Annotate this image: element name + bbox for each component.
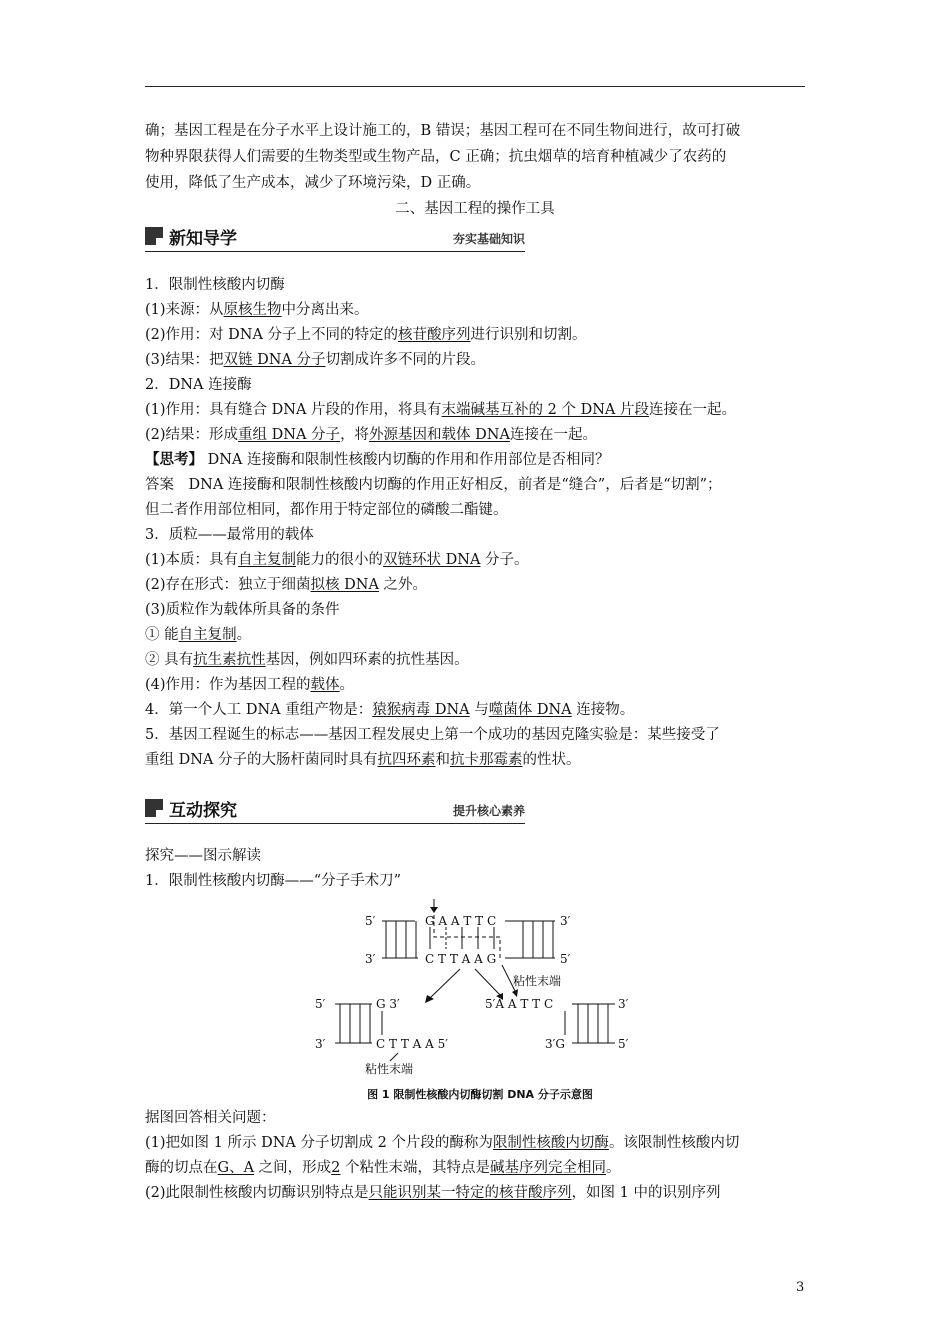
knowledge-line: (1)本质：具有自主复制能力的很小的双链环状 DNA 分子。 bbox=[145, 552, 529, 568]
label-5prime: 5′ bbox=[365, 914, 376, 928]
label-3prime: 3′ bbox=[365, 952, 376, 966]
section-header-explore bbox=[145, 797, 525, 824]
answer-blank: G、A bbox=[217, 1160, 255, 1176]
sticky-end-label: 粘性末端 bbox=[365, 1062, 414, 1076]
knowledge-line: (4)作用：作为基因工程的载体。 bbox=[145, 677, 355, 693]
knowledge-line: 4．第一个人工 DNA 重组产物是：猿猴病毒 DNA 与噬菌体 DNA 连接物。 bbox=[145, 702, 635, 718]
knowledge-line: (2)结果：形成重组 DNA 分子，将外源基因和载体 DNA连接在一起。 bbox=[145, 427, 597, 443]
right-fragment-top: 5′A A T T C bbox=[485, 997, 554, 1011]
bottom-strand-sequence: C T T A A G bbox=[425, 952, 497, 966]
part-title: 二、基因工程的操作工具 bbox=[395, 201, 555, 217]
knowledge-line: 重组 DNA 分子的大肠杆菌同时具有抗四环素和抗卡那霉素的性状。 bbox=[145, 752, 581, 768]
text-line: 确；基因工程是在分子水平上设计施工的，B 错误；基因工程可在不同生物间进行，故可打破 bbox=[145, 123, 741, 139]
knowledge-line: (2)存在形式：独立于细菌拟核 DNA 之外。 bbox=[145, 577, 428, 593]
knowledge-line: ① 能自主复制。 bbox=[145, 627, 252, 643]
answer-line: 但二者作用部位相同，都作用于特定部位的磷酸二酯键。 bbox=[145, 502, 508, 518]
knowledge-line: (1)作用：具有缝合 DNA 片段的作用，将具有末端碱基互补的 2 个 DNA 片段连接在一起。 bbox=[145, 402, 736, 418]
answer-blank: 原核生物 bbox=[223, 302, 282, 318]
knowledge-line: (3)质粒作为载体所具备的条件 bbox=[145, 602, 340, 618]
figure-caption: 图 1 限制性核酸内切酶切割 DNA 分子示意图 bbox=[367, 1088, 593, 1101]
sticky-end-label: 粘性末端 bbox=[513, 974, 562, 988]
label-3prime: 3′ bbox=[618, 997, 629, 1011]
knowledge-line: (2)作用：对 DNA 分子上不同的特定的核苷酸序列进行识别和切割。 bbox=[145, 327, 587, 343]
explore-line: (2)此限制性核酸内切酶识别特点是只能识别某一特定的核苷酸序列，如图 1 中的识别序列 bbox=[145, 1185, 721, 1201]
right-fragment-bottom: 3′G bbox=[545, 1037, 565, 1051]
label-3prime: 3′ bbox=[560, 914, 571, 928]
page-number: 3 bbox=[796, 1280, 805, 1295]
text-line: 物种界限获得人们需要的生物类型或生物产品，C 正确；抗虫烟草的培育种植减少了农药的 bbox=[145, 149, 727, 165]
think-label: 【思考】 bbox=[145, 451, 203, 468]
dna-cut-diagram bbox=[310, 895, 650, 1085]
explore-line: 酶的切点在G、A 之间，形成2 个粘性末端，其特点是碱基序列完全相同。 bbox=[145, 1160, 621, 1176]
answer-blank: 核苷酸序列 bbox=[398, 327, 471, 343]
explore-subheading: 1．限制性核酸内切酶——“分子手术刀” bbox=[145, 873, 402, 889]
answer-blank: 碱基序列完全相同 bbox=[490, 1160, 607, 1176]
answer-blank: 限制性核酸内切酶 bbox=[492, 1135, 609, 1151]
knowledge-line: (1)来源：从原核生物中分离出来。 bbox=[145, 302, 369, 318]
header-rule bbox=[145, 86, 805, 87]
label-5prime: 5′ bbox=[560, 952, 571, 966]
section-marker-icon bbox=[145, 799, 163, 817]
answer-blank: 末端碱基互补的 2 个 DNA 片段 bbox=[441, 402, 649, 418]
restriction-enzyme-figure bbox=[310, 895, 650, 1105]
answer-blank: 重组 DNA 分子 bbox=[238, 427, 341, 443]
answer-blank: 噬菌体 DNA bbox=[488, 702, 572, 718]
left-fragment-top: G 3′ bbox=[376, 997, 400, 1011]
answer-blank: 抗卡那霉素 bbox=[450, 752, 523, 768]
knowledge-line: ② 具有抗生素抗性基因，例如四环素的抗性基因。 bbox=[145, 652, 469, 668]
answer-blank: 只能识别某一特定的核苷酸序列 bbox=[368, 1185, 572, 1201]
knowledge-line: 5．基因工程诞生的标志——基因工程发展史上第一个成功的基因克隆实验是：某些接受了 bbox=[145, 727, 720, 743]
answer-blank: 抗生素抗性 bbox=[193, 652, 266, 668]
answer-blank: 自主复制 bbox=[178, 627, 237, 643]
top-strand-sequence: G A A T T C bbox=[425, 914, 497, 928]
answer-line: 答案 DNA 连接酶和限制性核酸内切酶的作用正好相反，前者是“缝合”，后者是“切割”； bbox=[145, 477, 722, 493]
answer-blank: 双链 DNA 分子 bbox=[223, 352, 326, 368]
answer-blank: 外源基因和载体 DNA bbox=[369, 427, 510, 443]
section-title: 互动探究 bbox=[169, 801, 237, 821]
answer-blank: 载体 bbox=[310, 677, 340, 693]
label-5prime: 5′ bbox=[315, 997, 326, 1011]
text-line: 使用，降低了生产成本，减少了环境污染，D 正确。 bbox=[145, 175, 481, 191]
answer-blank: 拟核 DNA bbox=[310, 577, 379, 593]
explore-heading: 探究——图示解读 bbox=[145, 848, 261, 864]
answer-blank: 抗四环素 bbox=[377, 752, 436, 768]
section-title: 新知导学 bbox=[169, 229, 237, 249]
section-marker-icon bbox=[145, 227, 163, 245]
knowledge-heading: 1．限制性核酸内切酶 bbox=[145, 277, 285, 293]
think-question: 【思考】 DNA 连接酶和限制性核酸内切酶的作用和作用部位是否相同？ bbox=[145, 451, 610, 468]
knowledge-line: (3)结果：把双链 DNA 分子切割成许多不同的片段。 bbox=[145, 352, 486, 368]
section-subtitle: 提升核心素养 bbox=[452, 804, 525, 818]
knowledge-heading: 3．质粒——最常用的载体 bbox=[145, 527, 314, 543]
label-3prime: 3′ bbox=[315, 1037, 326, 1051]
left-fragment-bottom: C T T A A 5′ bbox=[376, 1037, 448, 1051]
section-subtitle: 夯实基础知识 bbox=[452, 232, 525, 246]
explore-line: 据图回答相关问题： bbox=[145, 1110, 276, 1126]
knowledge-heading: 2．DNA 连接酶 bbox=[145, 377, 252, 393]
answer-blank: 双链环状 DNA bbox=[383, 552, 481, 568]
label-5prime: 5′ bbox=[618, 1037, 629, 1051]
answer-blank: 2 bbox=[331, 1160, 341, 1176]
section-header-knowledge bbox=[145, 225, 525, 252]
explore-line: (1)把如图 1 所示 DNA 分子切割成 2 个片段的酶称为限制性核酸内切酶。该限制性核酸内切 bbox=[145, 1135, 740, 1151]
answer-blank: 猿猴病毒 DNA bbox=[372, 702, 470, 718]
answer-blank: 自主复制 bbox=[238, 552, 297, 568]
